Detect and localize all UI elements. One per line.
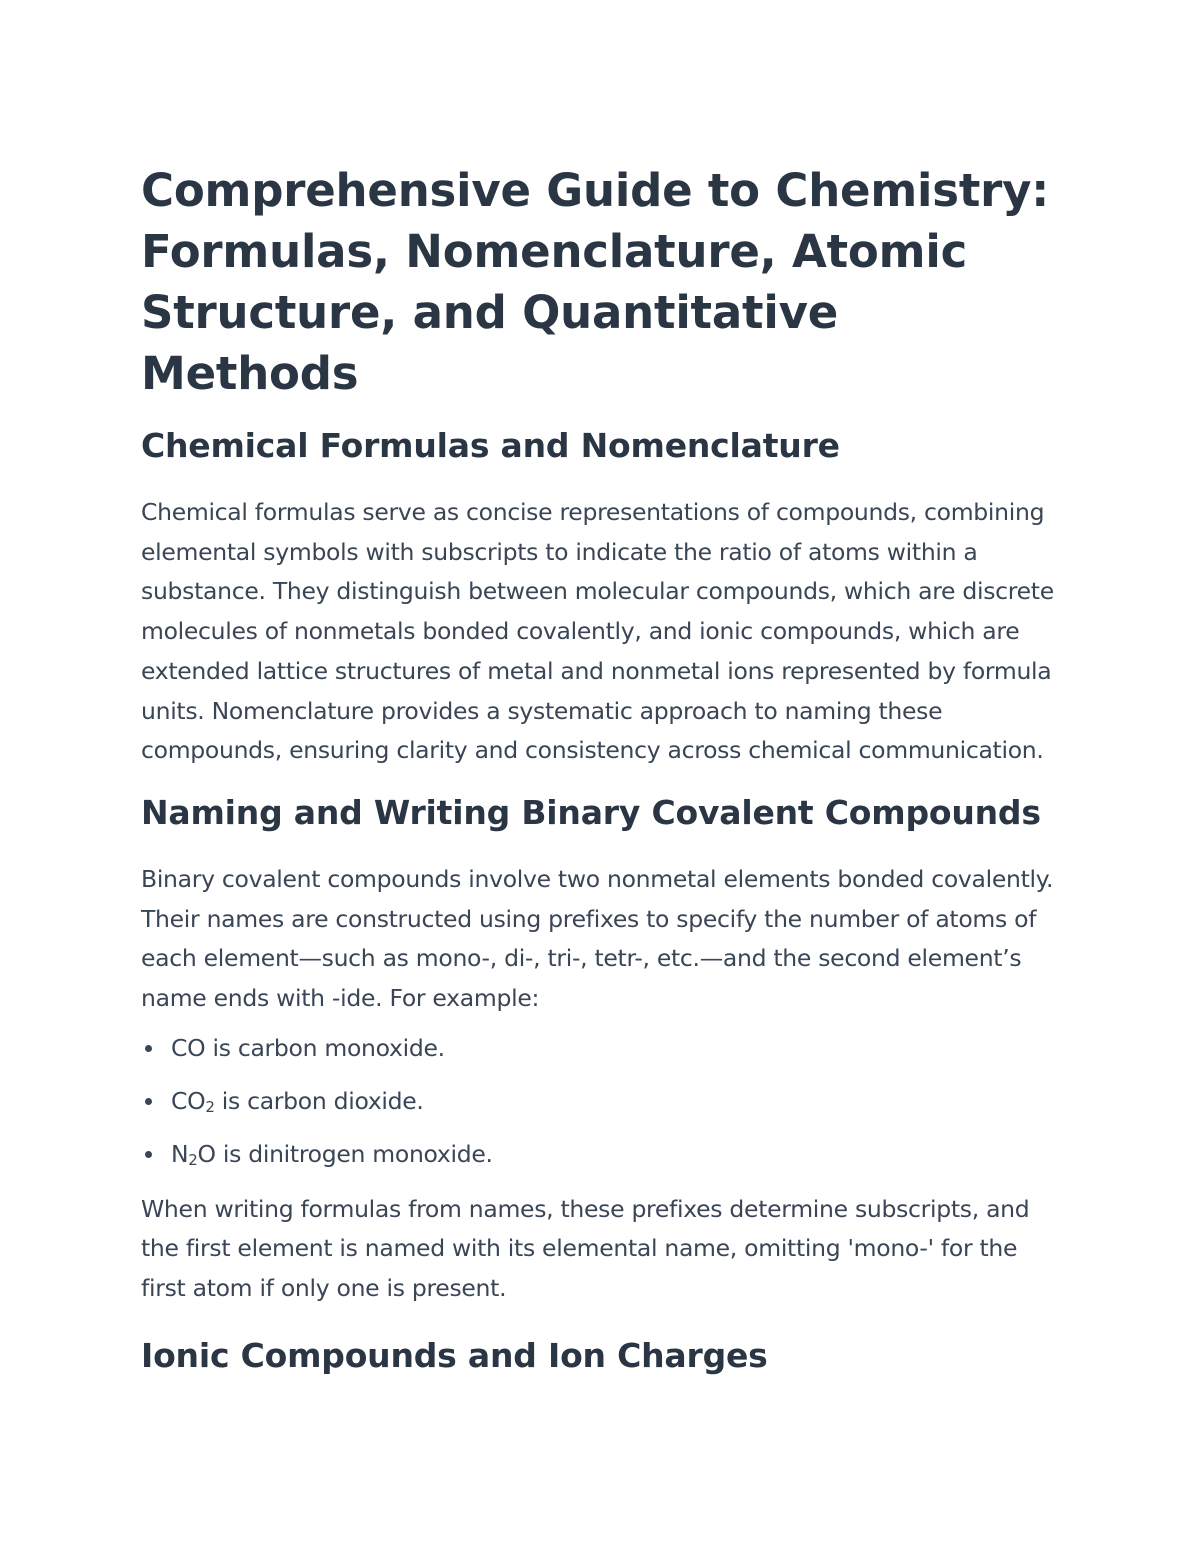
list-item <box>141 1084 1061 1118</box>
section-heading-chemical-formulas: Chemical Formulas and Nomenclature <box>141 426 840 465</box>
section-paragraph-writing-formulas: When writing formulas from names, these prefixes determine subscripts, and the first element is named with its elemental name, omitting 'mono-' for the first atom if only one is present. <box>141 1194 1030 1303</box>
example-description: is carbon monoxide. <box>205 1033 445 1062</box>
document-page <box>141 160 1061 1378</box>
example-description: is carbon dioxide. <box>214 1086 424 1115</box>
example-description: is dinitrogen monoxide. <box>215 1139 493 1168</box>
list-item <box>141 1137 1061 1171</box>
document-title: Comprehensive Guide to Chemistry: Formulas, Nomenclature, Atomic Structure, and Quantitative Methods <box>141 164 1050 400</box>
list-item <box>141 1031 1061 1065</box>
examples-list <box>141 1031 1061 1171</box>
section-heading-binary-covalent: Naming and Writing Binary Covalent Compounds <box>141 792 1041 832</box>
formula: $N_2O$ <box>171 1139 216 1169</box>
section-paragraph-chemical-formulas: Chemical formulas serve as concise representations of compounds, combining elemental symbols with subscripts to indicate the ratio of atoms within a substance. They distinguish between molecular compounds, which are discrete molecules of nonmetals bonded covalently, and ionic compounds, which are extended lattice structures of metal and nonmetal ions represented by formula units. Nomenclature provides a systematic approach to naming these compounds, ensuring clarity and consistency across chemical communication. <box>141 498 1054 765</box>
section-heading-ionic-compounds: Ionic Compounds and Ion Charges <box>141 1335 768 1375</box>
section-paragraph-binary-covalent: Binary covalent compounds involve two nonmetal elements bonded covalently. Their names are constructed using prefixes to specify the number of atoms of each element—such as mono-, di-, tri-, tetr-, etc.—and the second element’s name ends with -ide. For example: <box>141 864 1054 1013</box>
formula: $CO_2$ <box>171 1086 215 1116</box>
formula: CO <box>171 1033 206 1062</box>
